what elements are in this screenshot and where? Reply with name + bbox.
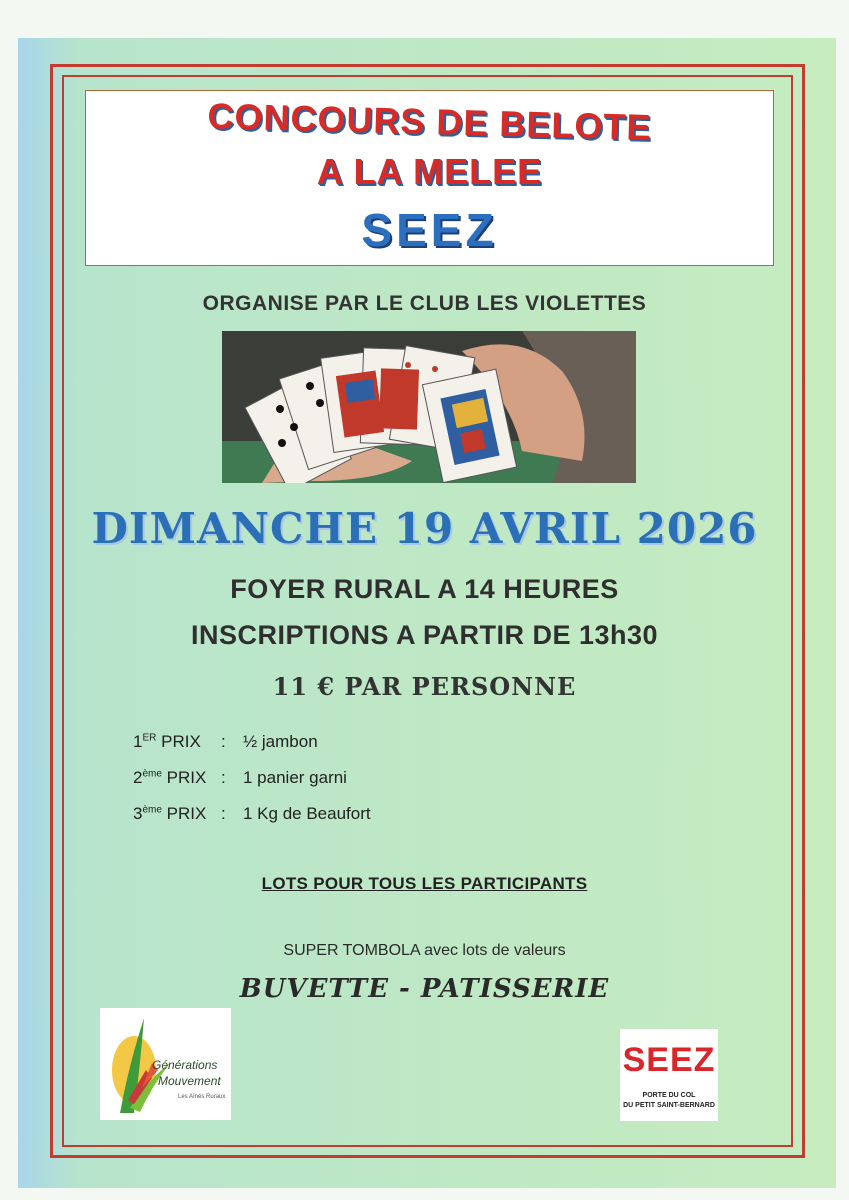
- prize-value: 1 Kg de Beaufort: [243, 804, 371, 823]
- tombola-line: SUPER TOMBOLA avec lots de valeurs: [283, 942, 566, 959]
- lots-for-all: LOTS POUR TOUS LES PARTICIPANTS: [261, 874, 588, 893]
- prize-separator: :: [221, 804, 226, 823]
- buvette-line: BUVETTE - PATISSERIE: [239, 974, 610, 1004]
- title-town: SEEZ: [361, 204, 498, 256]
- seez-logo-wordmark: SEEZ: [622, 1041, 716, 1079]
- event-registration: INSCRIPTIONS A PARTIR DE 13h30: [190, 620, 659, 650]
- event-venue: FOYER RURAL A 14 HEURES: [230, 574, 619, 604]
- entry-price: 11 € PAR PERSONNE: [272, 672, 577, 701]
- prize-separator: :: [221, 732, 226, 751]
- title-line-1: CONCOURS DE BELOTE: [207, 95, 652, 148]
- logo-left-line-1: Générations: [152, 1058, 218, 1072]
- prize-list: [133, 732, 371, 840]
- event-date: DIMANCHE 19 AVRIL 2026: [91, 504, 758, 553]
- playing-cards-illustration: [222, 331, 636, 483]
- playing-cards-photo: [222, 331, 636, 483]
- prize-rank: 1ER PRIX: [133, 732, 201, 751]
- prize-separator: :: [221, 768, 226, 787]
- prize-value: ½ jambon: [243, 732, 318, 751]
- seez-logo-tagline-2: DU PETIT SAINT-BERNARD: [623, 1102, 715, 1109]
- prize-row: [133, 732, 371, 768]
- logo-left-line-3: Les Aînés Ruraux: [178, 1094, 226, 1100]
- title-line-2: A LA MELEE: [316, 151, 543, 192]
- title-box: [85, 90, 774, 266]
- prize-rank: 3ème PRIX: [133, 804, 207, 823]
- prize-value: 1 panier garni: [243, 768, 347, 787]
- logo-left-line-2: Mouvement: [158, 1074, 221, 1088]
- generations-mouvement-logo: [100, 1008, 231, 1120]
- prize-row: [133, 768, 371, 804]
- prize-row: [133, 804, 371, 840]
- seez-logo-tagline-1: PORTE DU COL: [642, 1092, 696, 1099]
- seez-town-logo: [620, 1029, 718, 1121]
- prize-rank: 2ème PRIX: [133, 768, 207, 787]
- organiser-line: ORGANISE PAR LE CLUB LES VIOLETTES: [202, 292, 647, 315]
